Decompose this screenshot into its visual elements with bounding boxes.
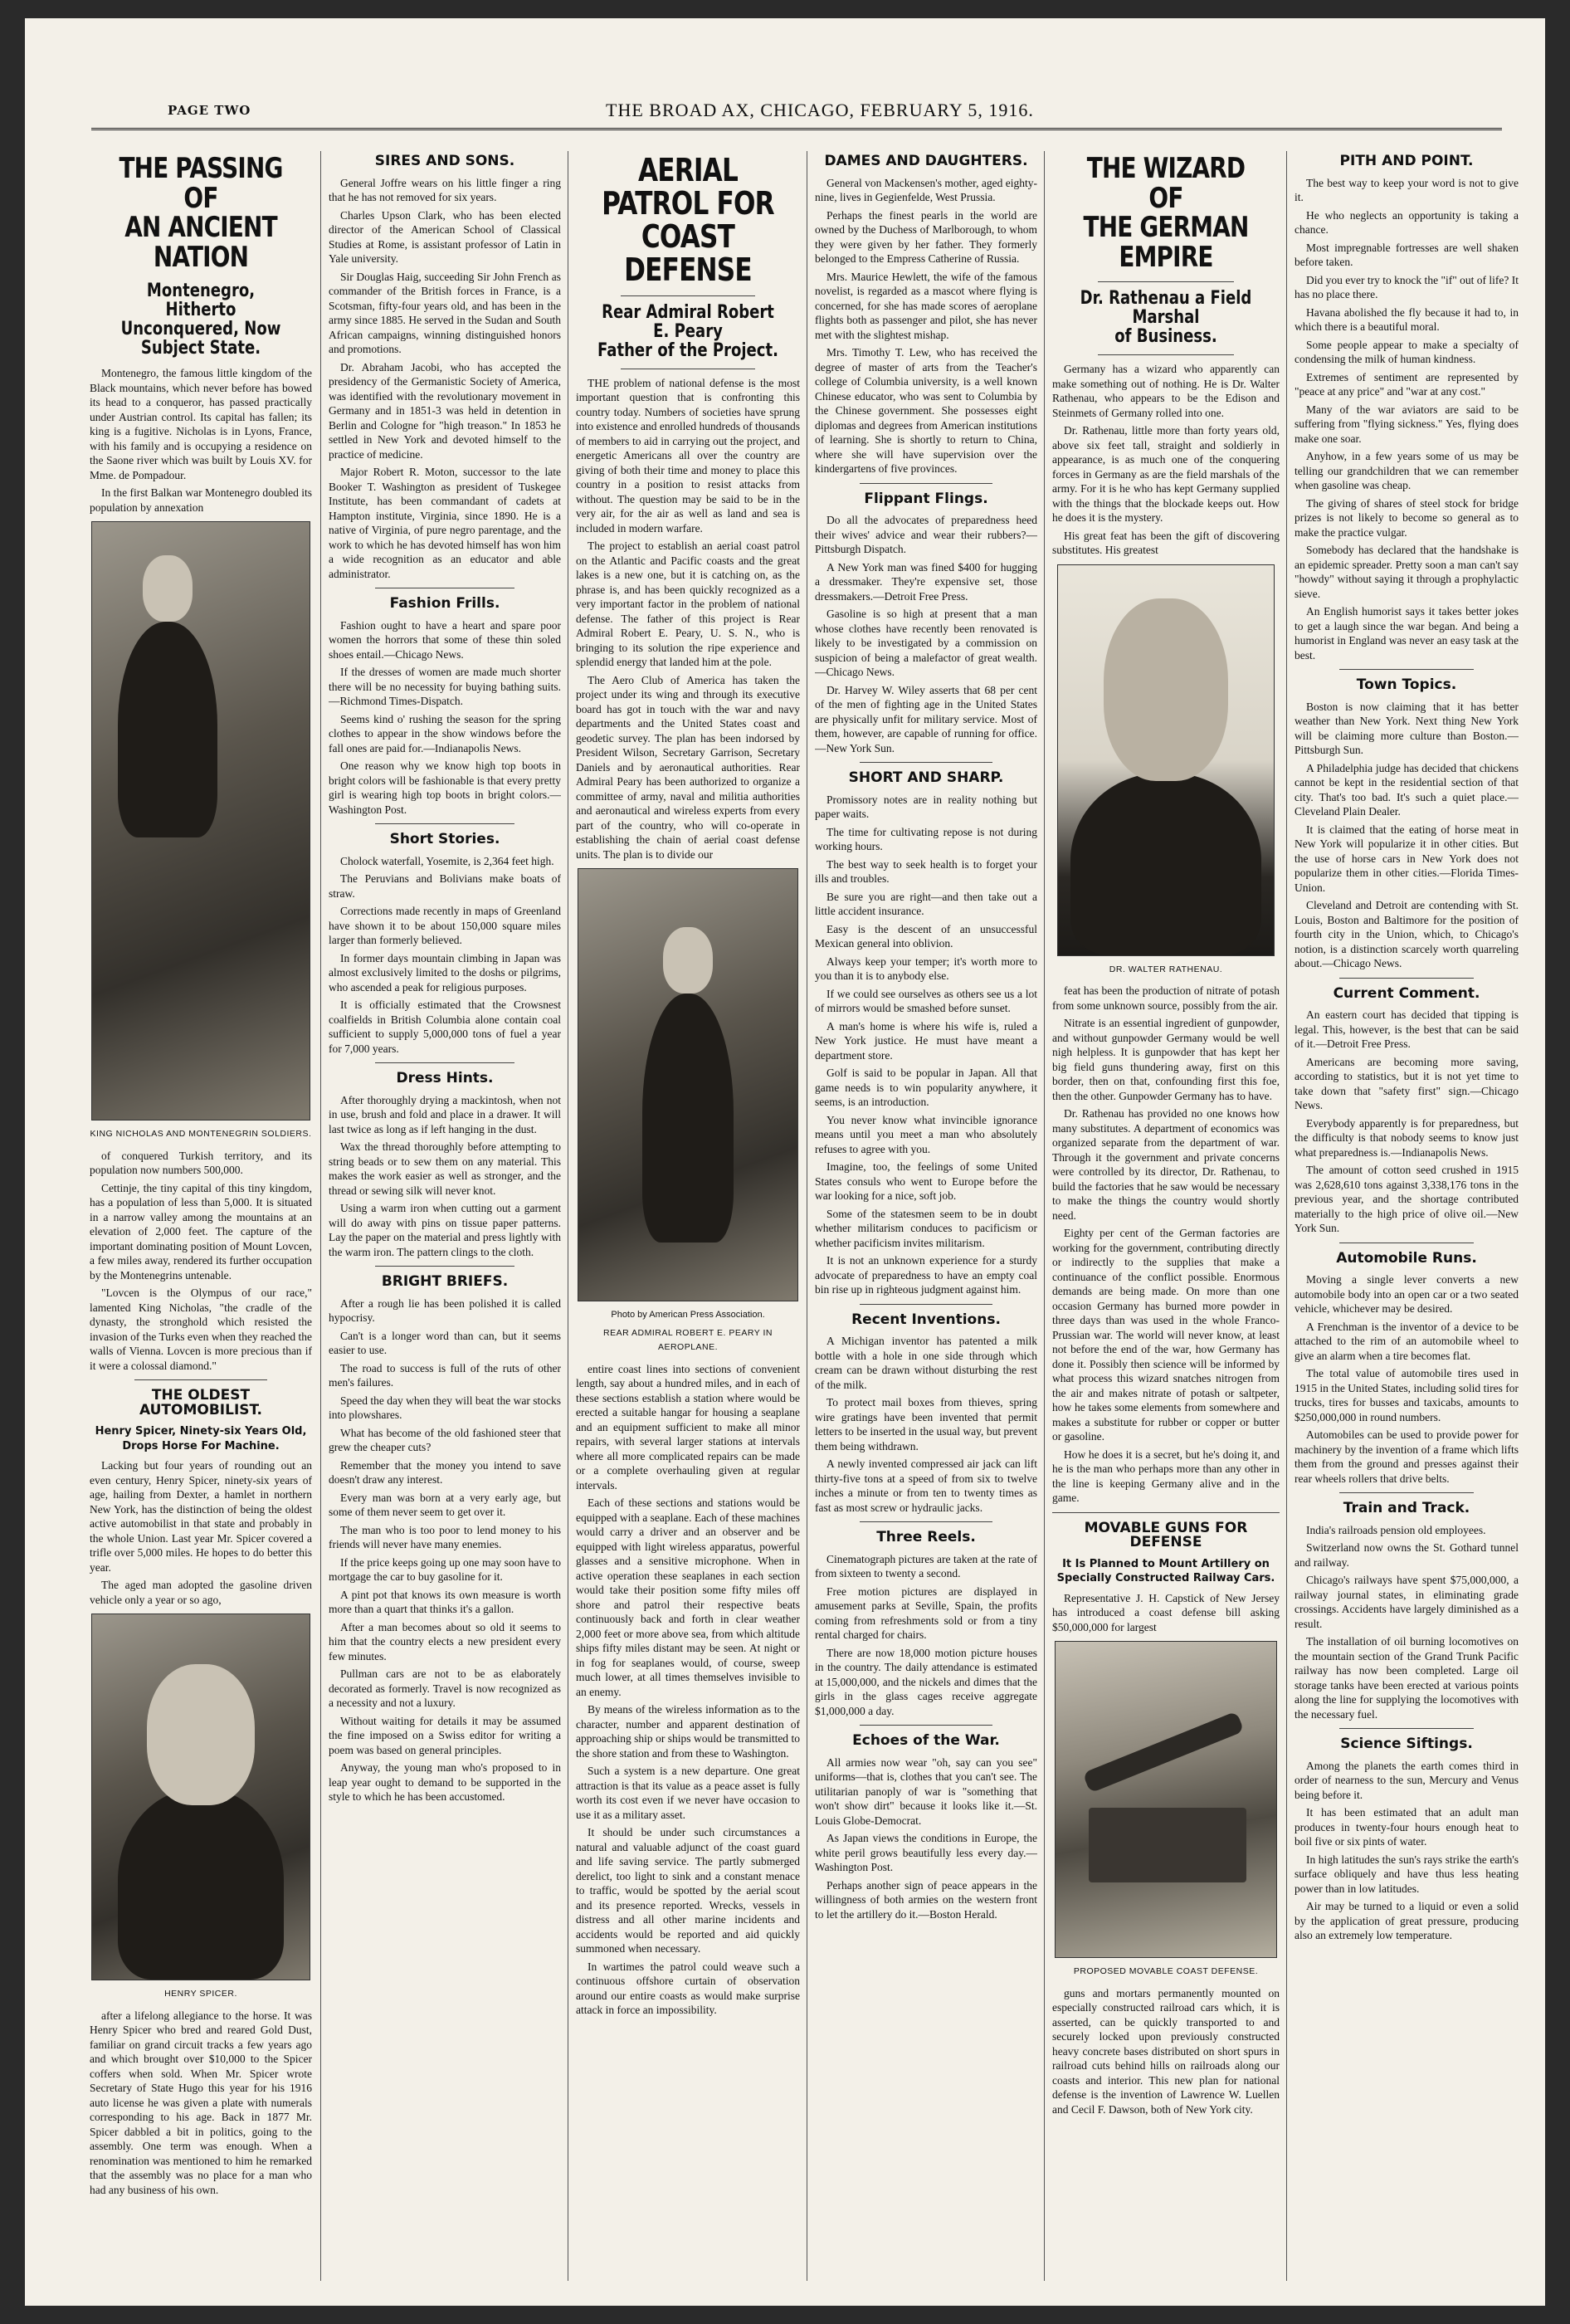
section-heading: Three Reels. — [876, 1529, 976, 1545]
article-paragraph: Cholock waterfall, Yosemite, is 2,364 feet high. — [340, 854, 554, 867]
article-paragraph: Dr. Rathenau, little more than forty years old, above six feet tall, straight and soldierly in appearance, is as much one of the conquering forces in Germany as are the field marshals of the army. For it is he who has kept Germany supplied with the things that the blockade keeps out. How he does it is the mystery. — [1052, 424, 1280, 525]
article-paragraph: Mrs. Maurice Hewlett, the wife of the famous novelist, is regarded as a mascot where flying is concerned, for she has made scores of aeroplane flights both as passenger and pilot, she has never met with the slightest mishap. — [815, 270, 1037, 341]
article-paragraph: How he does it is a secret, but he's doing it, and he is the man who perhaps more than any other in the line is keeping Germany alive and in the game. — [1052, 1448, 1280, 1505]
article-paragraph: India's railroads pension old employees. — [1306, 1523, 1486, 1536]
article-paragraph: Some people appear to make a specialty of condensing the milk of human kindness. — [1295, 338, 1519, 365]
article-paragraph: Easy is the descent of an unsuccessful Mexican general into oblivion. — [815, 922, 1037, 950]
section-heading: Flippant Flings. — [864, 490, 988, 507]
article-paragraph: guns and mortars permanently mounted on especially constructed railroad cars which, it is asserted, can be quickly transported to and securely locked upon previously constructed heavy concrete bases distributed on short spurs in railroad cuts behind hills on railroads along our coasts and interior. This new plan for national defense is the invention of Lawrence W. Luellen and Cecil F. Dawson, both of New York city. — [1052, 1986, 1280, 2116]
article-paragraph: By means of the wireless information as to the character, number and apparent destination of approaching ship or ships would be transmitted to the shore station and from these to Washington. — [576, 1703, 800, 1760]
section-heading: Recent Inventions. — [851, 1311, 1001, 1328]
section-heading: THE OLDEST AUTOMOBILIST. — [139, 1387, 262, 1418]
article-paragraph: Most impregnable fortresses are well shaken before taken. — [1295, 241, 1519, 268]
divider — [860, 1304, 993, 1305]
article-paragraph: Speed the day when they will beat the war stocks into plowshares. — [329, 1394, 561, 1421]
article-paragraph: Do all the advocates of preparedness heed their wives' advice and wear their rubbers?—Pittsburgh Dispatch. — [815, 514, 1037, 555]
article-paragraph: Dr. Rathenau has provided no one knows how many substitutes. A department of economics was organized separate from the department of war. Through it the government and private concerns were controlled by its director, Dr. Rathenau, to build the factories that he saw would be necessary to make the things the country would shortly need. — [1052, 1107, 1280, 1222]
headline-line: AN ANCIENT NATION — [124, 211, 277, 275]
photo-caption: REAR ADMIRAL ROBERT E. PEARY IN AEROPLANE. — [603, 1327, 773, 1353]
photo-peary-aeroplane — [578, 868, 798, 1301]
photo-caption: DR. WALTER RATHENAU. — [1109, 964, 1223, 974]
section-heading: Short Stories. — [389, 831, 500, 847]
divider — [860, 483, 993, 484]
divider — [1098, 354, 1234, 355]
article-paragraph: If we could see ourselves as others see us a lot of mirrors would be smashed before sunset. — [815, 987, 1037, 1014]
article-paragraph: To protect mail boxes from thieves, spring wire gratings have been invented that permit letters to be inserted in the usual way, but prevent them being withdrawn. — [815, 1396, 1037, 1452]
article-paragraph: The time for cultivating repose is not during working hours. — [815, 825, 1037, 852]
subheadline-line: Dr. Rathenau a Field Marshal — [1080, 287, 1252, 328]
article-paragraph: After a man becomes about so old it seems to him that the country elects a new president every few minutes. — [329, 1620, 561, 1662]
divider — [860, 762, 993, 763]
divider — [621, 295, 755, 296]
figure-silhouette — [118, 622, 217, 837]
article-paragraph: Boston is now claiming that it has better weather than New York. Next thing New York will be claiming more culture than Boston.—Pittsburgh Sun. — [1295, 700, 1519, 756]
subheadline — [1073, 289, 1260, 346]
article-paragraph: The total value of automobile tires used in 1915 in the United States, including solid tires for trucks, tires for busses and taxicabs, amounts to $250,000,000 in round numbers. — [1295, 1367, 1519, 1423]
section-heading: Echoes of the War. — [852, 1732, 1000, 1749]
article-paragraph: What has become of the old fashioned steer that grew the cheaper cuts? — [329, 1426, 561, 1453]
article-paragraph: Moving a single lever converts a new automobile body into an open car or a two seated vehicle, whichever may be desired. — [1295, 1273, 1519, 1315]
article-paragraph: Montenegro, the famous little kingdom of the Black mountains, which never before has bowed its head to a conqueror, has passed practically under Austrian control. Its capital has fallen; its king is a fugitive. Nicholas is in Lyons, France, with his family and is occupying a residence on the Saone river which was built by Louis XV. for Mme. de Pompadour. — [90, 367, 312, 481]
article-paragraph: Switzerland now owns the St. Gothard tunnel and railway. — [1295, 1541, 1519, 1569]
divider — [1339, 669, 1474, 670]
column-3 — [576, 151, 800, 2289]
article-paragraph: If the dresses of women are made much shorter there will be no necessity for buying bathing suits.—Richmond Times-Dispatch. — [329, 666, 561, 707]
article-paragraph: A man's home is where his wife is, ruled a New York justice. He must have meant a department store. — [815, 1019, 1037, 1062]
article-paragraph: Such a system is a new departure. One great attraction is that its value as a peace asset is fully worth its cost even if we never have occasion to use it as a military asset. — [576, 1765, 800, 1821]
article-paragraph: A pint pot that knows its own measure is worth more than a quart that thinks it's a gallon. — [329, 1588, 561, 1615]
article-paragraph: Major Robert R. Moton, successor to the late Booker T. Washington as president of Tuskegee Institute, has been commandant of cadets at Hampton institute, Virginia, since 1890. He is a native of Virginia, of pure negro parentage, and the work to which he has devoted himself has won him a wide recognition as an educator and able administrator. — [329, 466, 561, 580]
article-paragraph: Eighty per cent of the German factories are working for the government, contributing directly or indirectly to the supplies that make a continuance of the conflict possible. Enormous demands are being made. On more than one occasion Germany has burned more powder in three days than was used in the whole Franco-Prussian war. The world will never know, at least not before the end of the war, how Germany has done it. Possibly then science will be informed by what process this wizard snatches nitrogen from the air and makes nitrate of potash or saltpeter, how he takes some elements from somewhere and makes a substitute for rubber or copper or butter or gasoline. — [1052, 1227, 1280, 1443]
headline-line: COAST DEFENSE — [624, 217, 752, 288]
article-paragraph: Can't is a longer word than can, but it seems easier to use. — [329, 1329, 561, 1356]
gun-carriage-shape — [1089, 1808, 1246, 1882]
article-paragraph: One reason why we know high top boots in bright colors will be fashionable is that every pretty girl is wearing high top boots in bright colors.—Washington Post. — [329, 759, 561, 816]
article-paragraph: THE problem of national defense is the most important question that is confronting this country today. Numbers of societies have sprung into existence and enrolled hundreds of thousands of members to aid in carrying out the project, and energetic Americans all over the country are giving of both their time and money to place this country in a position to resist attacks from without. The question may be said to be in the very air, for the air as well as land and sea is included in modern warfare. — [576, 376, 800, 535]
section-heading: Automobile Runs. — [1336, 1249, 1477, 1267]
divider — [375, 1062, 514, 1063]
article-paragraph: Cettinje, the tiny capital of this tiny kingdom, has a population of less than 5,000. It is situated in a narrow valley among the mountains at an elevation of 2,000 feet. The capture of the important dominating position of Mount Lovcen, a few miles away, rendered its further occupation by the Montenegrins untenable. — [90, 1181, 312, 1282]
article-paragraph: Perhaps another sign of peace appears in the willingness of both armies on the western front to let the artillery do it.—Boston Herald. — [815, 1878, 1037, 1921]
article-paragraph: After a rough lie has been polished it is called hypocrisy. — [329, 1296, 561, 1324]
divider — [860, 1521, 993, 1522]
article-paragraph: Promissory notes are in reality nothing but paper waits. — [815, 793, 1037, 820]
article-paragraph: You never know what invincible ignorance means until you meet a man who absolutely refuses to agree with you. — [815, 1113, 1037, 1155]
article-paragraph: Wax the thread thoroughly before attempting to string beads or to sew them on any material. This makes the work easier as well as stronger, and the thread or sewing silk will never knot. — [329, 1140, 561, 1197]
subheadline-line: Rear Admiral Robert E. Peary — [602, 301, 774, 342]
figure-silhouette — [118, 1789, 284, 1980]
article-paragraph: Many of the war aviators are said to be suffering from "flying sickness." Yes, flying does make one soar. — [1295, 403, 1519, 445]
article-paragraph: entire coast lines into sections of convenient length, say about a hundred miles, and in each of these sections establish a station where would be erected a suitable hangar for housing a seaplane and an equipment sufficient to make all minor repairs, with several larger stations at intervals where all more complicated repairs can be made or a complete overhauling given at regular intervals. — [576, 1362, 800, 1492]
column-1 — [90, 151, 312, 2289]
article-paragraph: Remember that the money you intend to save doesn't draw any interest. — [329, 1458, 561, 1486]
article-paragraph: He who neglects an opportunity is taking a chance. — [1295, 208, 1519, 236]
column-divider — [320, 151, 321, 2281]
article-paragraph: It is claimed that the eating of horse meat in New York will popularize it in other cities. But the use of horse cars in New York does not popularize them in other cities.—Florida Times-Union. — [1295, 823, 1519, 894]
article-paragraph: Cleveland and Detroit are contending with St. Louis, Boston and Baltimore for the position of fourth city in the Union, which, to Chicago's notion, is a distinction scarcely worth quarreling about.—Chicago News. — [1295, 899, 1519, 969]
article-paragraph: after a lifelong allegiance to the horse. It was Henry Spicer who bred and reared Gold Dust, familiar on grand circuit tracks a few years ago and which brought over $10,000 to the Spicer coffers when sold. When Mr. Spicer wrote Secretary of State Hugo this year for his 1916 auto license he was given a plate with numerals corresponding to his age. Back in 1877 Mr. Spicer dabbled a bit in politics, going to the assembly. One term was enough. When a renomination was mentioned to him he remarked that the assembly was no place for a man who had any business of his own. — [90, 2009, 312, 2196]
section-heading: MOVABLE GUNS FOR DEFENSE — [1084, 1519, 1248, 1551]
article-paragraph: Germany has a wizard who apparently can make something out of nothing. He is Dr. Walter Rathenau, who appears to be the Edison and Steinmets of Germany rolled into one. — [1052, 363, 1280, 419]
article-paragraph: Every man was born at a very early age, but some of them never seem to get over it. — [329, 1491, 561, 1518]
article-paragraph: Automobiles can be used to provide power for machinery by the invention of a frame which lifts them from the ground and presses against their rear wheels rollers that drive belts. — [1295, 1428, 1519, 1485]
article-paragraph: The man who is too poor to lend money to his friends will never have many enemies. — [329, 1523, 561, 1550]
section-deck: Henry Spicer, Ninety-six Years Old, Drops Horse For Machine. — [95, 1425, 307, 1452]
article-paragraph: General Joffre wears on his little finger a ring that he has not removed for six years. — [329, 176, 561, 203]
figure-face — [663, 927, 713, 994]
subheadline — [596, 303, 779, 360]
newspaper-page — [25, 18, 1545, 2306]
article-paragraph: Chicago's railways have spent $75,000,000, a railway journal states, in eliminating grade crossings. Accidents have largely diminished as a result. — [1295, 1574, 1519, 1630]
article-paragraph: It should be under such circumstances a natural and valuable adjunct of the coast guard and life saving service. The partly submerged derelict, too light to sink and a constant menace to traffic, would be spotted by the aerial scout and its presence reported. Wrecks, vessels in distress and all other marine incidents and accidents would be reported and aid quickly summoned when necessary. — [576, 1826, 800, 1955]
article-paragraph: The amount of cotton seed crushed in 1915 was 2,628,610 tons against 3,338,176 tons in the previous year, and the shortage contributed materially to the high price of olive oil.—New York Sun. — [1295, 1164, 1519, 1234]
article-paragraph: The Peruvians and Bolivians make boats of straw. — [329, 872, 561, 900]
column-6 — [1295, 151, 1519, 2289]
article-paragraph: A New York man was fined $400 for hugging a dressmaker. They're expensive set, those dressmakers.—Detroit Free Press. — [815, 560, 1037, 603]
article-paragraph: The installation of oil burning locomotives on the mountain section of the Grand Trunk Pacific railway has now been completed. Large oil storage tanks have been erected at various points along the line for supplying the locomotives with the necessary fuel. — [1295, 1635, 1519, 1721]
article-paragraph: In the first Balkan war Montenegro doubled its population by annexation — [90, 486, 312, 514]
section-heading: Current Comment. — [1333, 984, 1480, 1002]
article-paragraph: Among the planets the earth comes third in order of nearness to the sun, Mercury and Venus being before it. — [1295, 1759, 1519, 1801]
article-paragraph: An eastern court has decided that tipping is legal. This, however, is the best that can be said of it.—Detroit Free Press. — [1295, 1008, 1519, 1050]
article-paragraph: The road to success is full of the ruts of other men's failures. — [329, 1361, 561, 1389]
divider — [134, 1379, 268, 1380]
figure-silhouette — [642, 994, 734, 1243]
article-paragraph: Sir Douglas Haig, succeeding Sir John French as commander of the British forces in France, is a Scotsman, fifty-four years old, and has been in the army since 1885. He served in the Sudan and South African campaigns, winning distinguished honors and promotions. — [329, 270, 561, 355]
article-paragraph: feat has been the production of nitrate of potash from some unknown source, possibly from the air. — [1052, 984, 1280, 1012]
divider — [1339, 1728, 1474, 1729]
article-paragraph: of conquered Turkish territory, and its population now numbers 500,000. — [90, 1149, 312, 1177]
column-4 — [815, 151, 1037, 2289]
photo-movable-coast-defense — [1055, 1641, 1277, 1958]
article-paragraph: In former days mountain climbing in Japan was almost exclusively limited to the doshs or pilgrims, who ascended a peak for religious purposes. — [329, 951, 561, 994]
photo-henry-spicer — [91, 1614, 310, 1980]
headline — [596, 154, 779, 287]
article-paragraph: Air may be turned to a liquid or even a solid by the application of great pressure, producing also an extremely low temperature. — [1295, 1900, 1519, 1941]
headline-line: AERIAL PATROL FOR — [602, 152, 774, 222]
article-paragraph: Charles Upson Clark, who has been elected director of the American School of Classical Studies at Rome, is assistant professor of Latin in Yale university. — [329, 208, 561, 265]
article-paragraph: Did you ever try to knock the "if" out of life? It has no place there. — [1295, 273, 1519, 300]
section-heading: DAMES AND DAUGHTERS. — [824, 153, 1028, 169]
column-divider — [1044, 151, 1045, 2281]
section-heading: PITH AND POINT. — [1339, 153, 1474, 169]
article-paragraph: Havana abolished the fly because it had to, in which there is a beautiful moral. — [1295, 305, 1519, 333]
section-heading: SIRES AND SONS. — [374, 153, 515, 169]
section-heading: BRIGHT BRIEFS. — [381, 1273, 509, 1290]
article-paragraph: Be sure you are right—and then take out a little accident insurance. — [815, 890, 1037, 917]
figure-face — [147, 1664, 255, 1805]
divider — [1339, 978, 1474, 979]
divider — [1052, 1512, 1280, 1513]
article-paragraph: Anyway, the young man who's proposed to in leap year ought to demand to be supported in the style to which he has been accustomed. — [329, 1761, 561, 1803]
article-paragraph: Dr. Abraham Jacobi, who has accepted the presidency of the Germanistic Society of America, was identified with the revolutionary movement in Germany and in 1851-3 was held in detention in Berlin and Cologne for "high treason." In 1853 he settled in New York and devoted himself to the practice of medicine. — [329, 360, 561, 461]
section-deck: It Is Planned to Mount Artillery on Specially Constructed Railway Cars. — [1056, 1557, 1275, 1585]
article-paragraph: Fashion ought to have a heart and spare poor women the horrors that some of these thin soled shoes entail.—Chicago News. — [329, 618, 561, 661]
article-paragraph: Mrs. Timothy T. Lew, who has received the degree of master of arts from the Teacher's college of Columbia university, is a well known Chinese educator, who was sent to Columbia by the Chinese government. She possesses eight diplomas and degrees from American institutions of learning. She is shortly to return to China, where she will have supervision over the kindergartens of five provinces. — [815, 346, 1037, 475]
article-paragraph: All armies now wear "oh, say can you see" uniforms—that is, clothes that you can't see. The utilitarian panoply of war is "something that won't show dirt" because it looks like it.—St. Louis Globe-Democrat. — [815, 1755, 1037, 1827]
figure-silhouette — [1070, 773, 1261, 955]
article-paragraph: The best way to seek health is to forget your ills and troubles. — [815, 857, 1037, 885]
article-paragraph: In wartimes the patrol could weave such a continuous offshore curtain of observation around our entire coasts as would make surprise attack in force an impossibility. — [576, 1960, 800, 2017]
article-paragraph: Anyhow, in a few years some of us may be telling our grandchildren that we can remember when gasoline was cheap. — [1295, 450, 1519, 491]
column-divider — [1286, 151, 1287, 2281]
article-paragraph: Cinematograph pictures are taken at the rate of from sixteen to twenty a second. — [815, 1552, 1037, 1579]
article-paragraph: Always keep your temper; it's worth more to you than it is to anybody else. — [815, 954, 1037, 982]
photo-caption: PROPOSED MOVABLE COAST DEFENSE. — [1073, 1966, 1259, 1977]
article-paragraph: Pullman cars are not to be as elaborately decorated as formerly. Travel is now recognized as a necessity and not a luxury. — [329, 1667, 561, 1709]
gun-barrel-shape — [1082, 1711, 1244, 1794]
article-paragraph: A newly invented compressed air jack can lift thirty-five tons at a speed of from six to twelve inches a minute or from ten to twenty times as fast as most screw or hydraulic jacks. — [815, 1457, 1037, 1514]
divider — [1098, 281, 1234, 282]
article-paragraph: Imagine, too, the feelings of some United States consuls who went to Europe before the war looking for a nice, soft job. — [815, 1160, 1037, 1202]
headline-line: THE PASSING OF — [119, 152, 283, 215]
article-paragraph: Gasoline is so high at present that a man whose clothes have recently been renovated is likely to be investigated by a commission on suspicion of being a malefactor of great wealth.—Chicago News. — [815, 608, 1037, 678]
article-paragraph: The giving of shares of steel stock for bridge prizes is not likely to become so general as to make the practice vulgar. — [1295, 496, 1519, 539]
article-paragraph: An English humorist says it takes better jokes to get a laugh since the war began. And being a humorist in England was never an easy task at the best. — [1295, 605, 1519, 662]
article-paragraph: Using a warm iron when cutting out a garment will do away with pins on tissue paper patterns. Lay the paper on the material and press lightly with the warm iron. The pattern clings to the cloth. — [329, 1202, 561, 1258]
article-paragraph: Lacking but four years of rounding out an even century, Henry Spicer, ninety-six years of age, hailing from Dexter, a hamlet in northern New York, has the distinction of being the oldest active automobilist in that state and probably in the whole Union. Last year Mr. Spicer covered a trifle over 5,000 miles. He hopes to do better this year. — [90, 1459, 312, 1574]
article-paragraph: It has been estimated that an adult man produces in twenty-four hours enough heat to boil five or six pints of water. — [1295, 1806, 1519, 1848]
section-heading: Train and Track. — [1343, 1500, 1470, 1516]
article-paragraph: His great feat has been the gift of discovering substitutes. His greatest — [1052, 529, 1280, 557]
article-paragraph: It is not an unknown experience for a sturdy advocate of preparedness to have an empty coal bin rise up in righteous judgment against him. — [815, 1254, 1037, 1296]
article-paragraph: Everybody apparently is for preparedness, but the difficulty is that nobody seems to know just what preparedness is.—Indianapolis News. — [1295, 1116, 1519, 1159]
article-paragraph: A Michigan inventor has patented a milk bottle with a hole in one side through which cream can be drawn without disturbing the rest of the milk. — [815, 1335, 1037, 1391]
article-paragraph: Free motion pictures are displayed in amusement parks at Seville, Spain, the profits coming from refreshments sold or from a tiny rental charged for chairs. — [815, 1584, 1037, 1641]
subheadline-line: Father of the Project. — [597, 339, 778, 361]
column-5 — [1052, 151, 1280, 2289]
page-label: PAGE TWO — [168, 103, 251, 118]
article-paragraph: Representative J. H. Capstick of New Jersey has introduced a coast defense bill asking $50,000,000 for largest — [1052, 1591, 1280, 1633]
divider — [375, 823, 514, 824]
masthead — [25, 100, 1545, 136]
article-paragraph: A Philadelphia judge has decided that chickens cannot be kept in the residential section of that city. That's too bad. It's such a quiet place.—Cleveland Plain Dealer. — [1295, 761, 1519, 818]
article-paragraph: Some of the statesmen seem to be in doubt whether militarism conduces to pacificism or whether pacificism invites militarism. — [815, 1207, 1037, 1249]
article-paragraph: If the price keeps going up one may soon have to mortgage the car to buy gasoline for it. — [329, 1555, 561, 1583]
article-paragraph: After thoroughly drying a mackintosh, when not in use, brush and fold and place in a drawer. It will last twice as long as if left hanging in the dust. — [329, 1093, 561, 1135]
headline — [110, 154, 292, 273]
article-paragraph: Nitrate is an essential ingredient of gunpowder, and without gunpowder Germany would be well nigh helpless. It is gunpowder that has kept her big field guns thundering away, first on this border, then on that, confounding first this foe, then the other. Gunpowder Germany has to have. — [1052, 1017, 1280, 1102]
article-paragraph: Golf is said to be popular in Japan. All that game needs is to win popularity anywhere, it seems, is an introduction. — [815, 1067, 1037, 1108]
article-paragraph: General von Mackensen's mother, aged eighty-nine, lives in Gegienfelde, West Prussia. — [815, 176, 1037, 203]
article-paragraph: Each of these sections and stations would be equipped with a seaplane. Each of these machines would carry a driver and an observer and be equipped with light wireless apparatus, powerful glasses and a sensitive microphone. When in active operation these seaplanes in each section would take their position some fifty miles off shore and patrol their respective beats continuously back and forth in clear weather 2,000 feet or more above sea, from which altitude ships fifty miles distant may be seen. At night or in fog for seaplanes would, of course, sweep much lower, at all times themselves invisible to an enemy. — [576, 1496, 800, 1698]
article-paragraph: The project to establish an aerial coast patrol on the Atlantic and Pacific coasts and the great lakes is a new one, but it is catching on, as the phrase is, and has been quickly recognized as a very important factor in the problem of national defense. The father of this project is Rear Admiral Robert E. Peary, U. S. N., who is bringing to its solution the ripe experience and splendid energy that landed him at the pole. — [576, 540, 800, 669]
article-paragraph: A Frenchman is the inventor of a device to be attached to the rim of an automobile wheel to give an alarm when a tire becomes flat. — [1295, 1320, 1519, 1362]
article-paragraph: Extremes of sentiment are represented by "peace at any price" and "war at any cost." — [1295, 370, 1519, 398]
article-paragraph: As Japan views the conditions in Europe, the white peril grows beautifully less every day.—Washington Post. — [815, 1832, 1037, 1873]
section-heading: Town Topics. — [1356, 676, 1457, 693]
article-paragraph: Without waiting for details it may be assumed the fine imposed on a Swiss editor for writing a poem was based on general principles. — [329, 1714, 561, 1756]
article-paragraph: The aged man adopted the gasoline driven vehicle only a year or so ago, — [90, 1579, 312, 1606]
section-heading: Fashion Frills. — [389, 595, 500, 612]
article-paragraph: Perhaps the finest pearls in the world are owned by the Duchess of Marlborough, to whom they were given by her father. They formerly belonged to the Empress Catherine of Russia. — [815, 208, 1037, 265]
subheadline-line: of Business. — [1114, 325, 1217, 347]
section-heading: SHORT AND SHARP. — [848, 769, 1004, 786]
headline — [1073, 154, 1260, 273]
section-heading: Science Siftings. — [1340, 1736, 1473, 1752]
divider — [1339, 1492, 1474, 1493]
article-paragraph: Somebody has declared that the handshake is an epidemic spreader. Pretty soon a man can't say "howdy" without saying it through a prophylactic sieve. — [1295, 544, 1519, 600]
headline-line: THE WIZARD OF — [1086, 152, 1246, 215]
photo-walter-rathenau — [1057, 564, 1275, 956]
figure-face — [1104, 598, 1228, 781]
article-paragraph: It is officially estimated that the Crowsnest coalfields in British Columbia alone contain coal sufficient to supply 5,000,000 tons of fuel a year for 7,000 years. — [329, 998, 561, 1055]
masthead-rule — [91, 128, 1502, 130]
figure-face — [143, 555, 193, 622]
divider — [375, 1266, 514, 1267]
column-2 — [329, 151, 561, 2289]
article-paragraph: Dr. Harvey W. Wiley asserts that 68 per cent of the men of fighting age in the United States are physically unfit for military service. Most of them, however, are capable of running for office.—New York Sun. — [815, 683, 1037, 754]
article-paragraph: "Lovcen is the Olympus of our race," lamented King Nicholas, "the cradle of the dynasty, the stronghold which resisted the invasion of the Turks even when they reached the walls of Vienna. Lovcen is more precious than if it were a colossal diamond." — [90, 1286, 312, 1372]
subheadline: Montenegro, Hitherto Unconquered, Now Subject State. — [120, 280, 281, 359]
article-paragraph: Seems kind o' rushing the season for the spring clothes to appear in the show windows before the fall ones are paid for.—Indianapolis News. — [329, 712, 561, 754]
photo-credit: Photo by American Press Association. — [611, 1310, 765, 1321]
article-paragraph: The best way to keep your word is not to give it. — [1295, 176, 1519, 203]
divider — [860, 1725, 993, 1726]
article-paragraph: Americans are becoming more saving, according to statistics, but it is not yet time to take down that "safety first" sign.—Chicago News. — [1295, 1055, 1519, 1111]
dateline: THE BROAD AX, CHICAGO, FEBRUARY 5, 1916. — [606, 100, 1034, 120]
article-paragraph: There are now 18,000 motion picture houses in the country. The daily attendance is estimated at 15,000,000, and the nickels and dimes that the girls in the glass cages receive aggregate $1,000,000 a day. — [815, 1646, 1037, 1717]
article-paragraph: In high latitudes the sun's rays strike the earth's surface obliquely and have thus less heating power than in low latitudes. — [1295, 1853, 1519, 1895]
photo-king-nicholas — [91, 521, 310, 1120]
section-heading: Dress Hints. — [396, 1070, 494, 1086]
photo-caption: KING NICHOLAS AND MONTENEGRIN SOLDIERS. — [90, 1129, 312, 1140]
article-paragraph: Corrections made recently in maps of Greenland have shown it to be about 150,000 square miles larger than formerly believed. — [329, 905, 561, 946]
photo-caption: HENRY SPICER. — [164, 1989, 237, 1999]
article-paragraph: The Aero Club of America has taken the project under its wing and through its executive board has got in touch with the war and navy departments and the United States coast and geodetic survey. The plan has been indorsed by President Wilson, Secretary Garrison, Secretary Daniels and by aeronautical authorities. Rear Admiral Peary has been authorized to organize a committee of army, naval and militia authorities and aeronautical and wireless experts from every part of the country, who will co-operate in establishing the chain of aerial coast defense units. The plan is to divide our — [576, 673, 800, 861]
headline-line: THE GERMAN EMPIRE — [1083, 211, 1249, 275]
